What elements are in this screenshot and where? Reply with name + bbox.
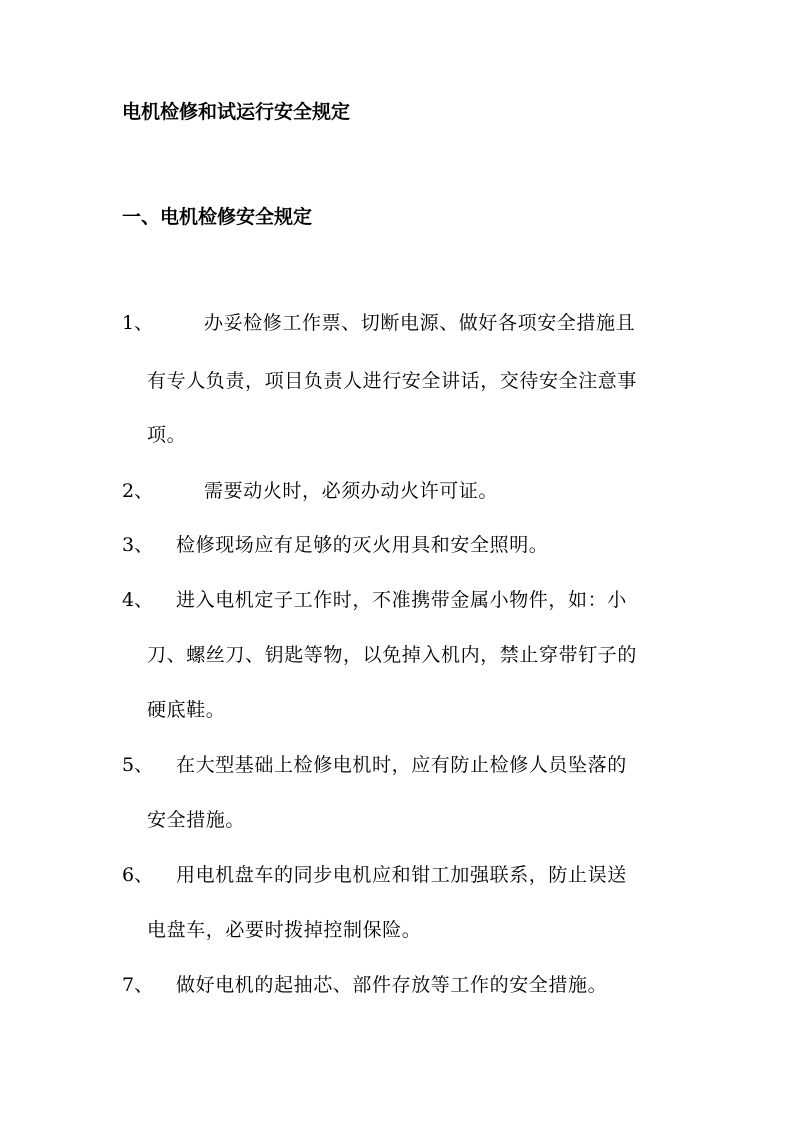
item-text-line: 有专人负责，项目负责人进行安全讲话，交待安全注意事 xyxy=(147,370,638,392)
item-text-line: 检修现场应有足够的灭火用具和安全照明。 xyxy=(176,534,549,556)
item-text-line: 进入电机定子工作时，不准携带金属小物件，如：小 xyxy=(176,589,627,611)
item-text-line: 安全措施。 xyxy=(147,809,246,831)
item-number: 2、 xyxy=(122,480,154,502)
item-text-line: 办妥检修工作票、切断电源、做好各项安全措施且 xyxy=(204,312,636,334)
item-text-line: 刀、螺丝刀、钥匙等物，以免掉入机内，禁止穿带钉子的 xyxy=(147,644,638,666)
item-text-line: 项。 xyxy=(147,424,187,446)
item-number: 4、 xyxy=(122,589,154,611)
item-number: 5、 xyxy=(122,754,154,776)
item-number: 1、 xyxy=(122,312,154,334)
item-number: 7、 xyxy=(122,974,154,996)
item-text-line: 电盘车，必要时拨掉控制保险。 xyxy=(147,919,422,941)
item-number: 3、 xyxy=(122,534,154,556)
item-text-line: 在大型基础上检修电机时，应有防止检修人员坠落的 xyxy=(176,754,627,776)
item-text-line: 用电机盘车的同步电机应和钳工加强联系，防止误送 xyxy=(176,864,627,886)
item-text-line: 需要动火时，必须办动火许可证。 xyxy=(204,480,499,502)
item-text-line: 做好电机的起抽芯、部件存放等工作的安全措施。 xyxy=(176,974,608,996)
section-heading: 一、电机检修安全规定 xyxy=(122,206,313,228)
item-text-line: 硬底鞋。 xyxy=(147,699,226,721)
item-number: 6、 xyxy=(122,864,154,886)
document-title: 电机检修和试运行安全规定 xyxy=(122,101,351,123)
